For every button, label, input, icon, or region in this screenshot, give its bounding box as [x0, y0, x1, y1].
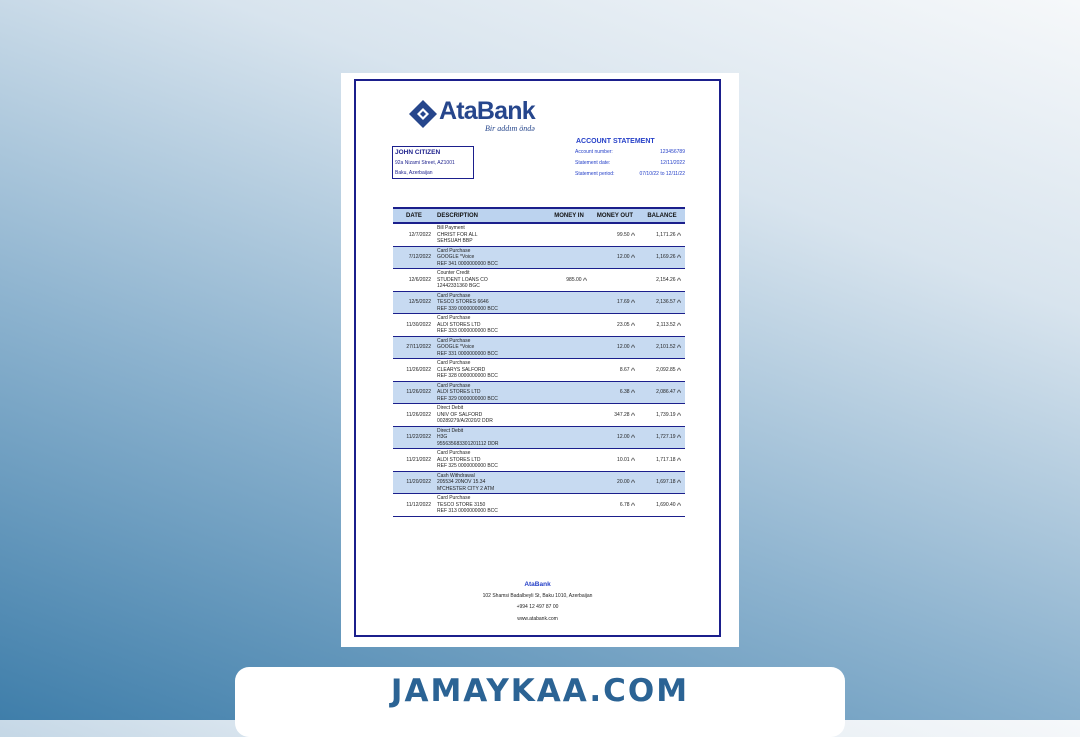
row-desc-payee: GOOGLE *Voice: [437, 344, 475, 350]
row-desc-type: Direct Debit: [437, 427, 464, 434]
table-row: [393, 246, 685, 269]
row-date: 12/7/2022: [393, 223, 435, 246]
row-desc-payee: CHRIST FOR ALL: [437, 231, 478, 238]
row-balance: 1,171.26 ₼: [639, 223, 685, 246]
transactions-body: [393, 223, 685, 516]
customer-address-box: [392, 146, 474, 179]
row-money-in: [547, 336, 591, 359]
table-row: [393, 336, 685, 359]
row-balance: 2,154.26 ₼: [639, 269, 685, 292]
row-desc-type: Card Purchase: [437, 292, 471, 299]
row-balance: 1,690.40 ₼: [639, 494, 685, 517]
row-desc-type: Card Purchase: [437, 247, 471, 254]
row-balance: 2,136.57 ₼: [639, 291, 685, 314]
row-desc-type: Card Purchase: [437, 315, 471, 321]
row-date: 12/5/2022: [393, 291, 435, 314]
row-desc-payee: CLEARYS SALFORD: [437, 366, 486, 373]
row-desc-ref: M'CHESTER CITY 2 ATM: [437, 485, 495, 492]
row-desc-type: Card Purchase: [437, 360, 471, 366]
row-desc-ref: REF 333 0000000000 BCC: [437, 328, 498, 334]
row-date: 11/20/2022: [393, 471, 435, 494]
row-money-out: 99.50 ₼: [591, 223, 639, 246]
row-desc-payee: STUDENT LOANS CO: [437, 276, 488, 283]
row-description: [435, 404, 547, 427]
statement-date-label: Statement date:: [575, 160, 611, 166]
row-money-out: 6.38 ₼: [591, 381, 639, 404]
row-date: 11/22/2022: [393, 426, 435, 449]
row-money-in: [547, 314, 591, 337]
row-desc-payee: 205534 20NOV 15.34: [437, 479, 486, 485]
row-money-in: [547, 426, 591, 449]
diamond-logo-icon: [408, 99, 438, 129]
row-description: [435, 381, 547, 404]
row-desc-ref: 00289279/A/2020/2 DDR: [437, 418, 493, 424]
footer-website[interactable]: www.atabank.com: [517, 615, 558, 622]
statement-period-value: 07/10/22 to 12/11/22: [639, 171, 685, 177]
table-row: [393, 381, 685, 404]
row-money-in: [547, 359, 591, 382]
row-balance: 1,727.19 ₼: [639, 426, 685, 449]
row-desc-type: Card Purchase: [437, 450, 471, 456]
row-date: 11/26/2022: [393, 381, 435, 404]
row-date: 11/12/2022: [393, 494, 435, 517]
row-balance: 1,697.18 ₼: [639, 471, 685, 494]
statement-footer: [356, 579, 719, 625]
account-statement-block: [575, 138, 685, 180]
row-desc-ref: SEHSUAH BBP: [437, 238, 473, 244]
row-desc-type: Card Purchase: [437, 382, 471, 389]
customer-name: JOHN CITIZEN: [395, 149, 441, 156]
row-desc-payee: TESCO STORE 3150: [437, 501, 486, 508]
row-description: [435, 449, 547, 472]
row-money-out: 12.00 ₼: [591, 336, 639, 359]
row-description: [435, 336, 547, 359]
row-desc-payee: GOOGLE *Voice: [437, 254, 475, 260]
row-desc-ref: 955635683301201112 DDR: [437, 440, 499, 447]
row-desc-payee: ALDI STORES LTD: [437, 389, 481, 395]
statement-frame: [354, 79, 721, 637]
bank-tagline: Bir addım öndə: [485, 124, 535, 133]
row-description: [435, 269, 547, 292]
row-description: [435, 426, 547, 449]
row-desc-payee: ALDI STORES LTD: [437, 321, 481, 328]
header-description: DESCRIPTION: [435, 208, 547, 223]
row-description: [435, 223, 547, 246]
row-desc-ref: REF 328 0000000000 BCC: [437, 373, 498, 379]
table-row: [393, 223, 685, 246]
row-money-in: 985.00 ₼: [547, 269, 591, 292]
row-money-out: 12.00 ₼: [591, 426, 639, 449]
row-desc-type: Card Purchase: [437, 337, 471, 344]
row-desc-ref: REF 331 0000000000 BCC: [437, 350, 498, 357]
row-money-in: [547, 291, 591, 314]
row-date: 7/12/2022: [393, 246, 435, 269]
row-money-out: 12.00 ₼: [591, 246, 639, 269]
watermark-banner: [235, 667, 845, 737]
table-row: [393, 314, 685, 337]
row-balance: 2,086.47 ₼: [639, 381, 685, 404]
row-date: 12/6/2022: [393, 269, 435, 292]
row-date: 11/21/2022: [393, 449, 435, 472]
table-row: [393, 471, 685, 494]
row-desc-type: Cash Withdrawal: [437, 472, 475, 479]
row-balance: 2,101.52 ₼: [639, 336, 685, 359]
row-description: [435, 471, 547, 494]
header-date: DATE: [393, 208, 435, 223]
row-money-out: 6.78 ₼: [591, 494, 639, 517]
row-balance: 1,717.18 ₼: [639, 449, 685, 472]
footer-address: 102 Shamsi Badalbeyli St, Baku 1010, Azerbaijan: [482, 592, 593, 599]
row-desc-type: Counter Credit: [437, 270, 470, 276]
statement-period-label: Statement period:: [575, 171, 615, 177]
row-description: [435, 314, 547, 337]
row-desc-ref: REF 325 0000000000 BCC: [437, 463, 498, 469]
row-desc-ref: REF 341 0000000000 BCC: [437, 260, 498, 267]
row-date: 11/30/2022: [393, 314, 435, 337]
row-money-out: 347.28 ₼: [591, 404, 639, 427]
statement-period-row: [575, 169, 685, 180]
footer-phone: +994 12 497 87 00: [516, 604, 559, 610]
row-description: [435, 494, 547, 517]
customer-address-line1: 92a Nizami Street, AZ1001: [395, 160, 455, 166]
row-desc-type: Bill Payment: [437, 225, 465, 231]
row-desc-payee: ALDI STORES LTD: [437, 456, 481, 463]
statement-page: [341, 73, 739, 647]
table-row: [393, 404, 685, 427]
header-money-out: MONEY OUT: [591, 208, 639, 223]
row-desc-type: Card Purchase: [437, 495, 471, 501]
row-description: [435, 359, 547, 382]
row-date: 27/11/2022: [393, 336, 435, 359]
table-header-row: [393, 208, 685, 223]
table-row: [393, 269, 685, 292]
row-desc-payee: UNIV OF SALFORD: [437, 411, 483, 418]
row-money-in: [547, 381, 591, 404]
row-money-out: 20.00 ₼: [591, 471, 639, 494]
transactions-table: [393, 207, 685, 517]
row-balance: 2,092.85 ₼: [639, 359, 685, 382]
statement-date-value: 12/11/2022: [660, 160, 685, 166]
row-money-out: 10.01 ₼: [591, 449, 639, 472]
row-desc-ref: 12442331360 BGC: [437, 283, 480, 289]
statement-date-row: [575, 158, 685, 169]
bank-name: AtaBank: [439, 97, 535, 125]
row-money-in: [547, 471, 591, 494]
account-number-label: Account number:: [575, 149, 613, 155]
header-money-in: MONEY IN: [547, 208, 591, 223]
table-row: [393, 426, 685, 449]
account-number-row: [575, 147, 685, 158]
table-row: [393, 359, 685, 382]
row-desc-payee: TESCO STORES 6646: [437, 299, 489, 305]
row-money-out: 23.05 ₼: [591, 314, 639, 337]
row-date: 11/26/2022: [393, 404, 435, 427]
row-money-in: [547, 246, 591, 269]
row-description: [435, 291, 547, 314]
row-money-in: [547, 494, 591, 517]
footer-brand: AtaBank: [524, 581, 551, 588]
header-balance: BALANCE: [639, 208, 685, 223]
row-money-out: [591, 269, 639, 292]
banner-text[interactable]: JAMAYKAA.COM: [390, 673, 690, 709]
row-desc-ref: REF 313 0000000000 BCC: [437, 508, 498, 514]
row-desc-payee: H3G: [437, 434, 448, 440]
row-money-in: [547, 449, 591, 472]
table-row: [393, 494, 685, 517]
customer-address-line2: Baku, Azerbaijan: [395, 170, 433, 176]
row-money-in: [547, 404, 591, 427]
row-balance: 2,113.52 ₼: [639, 314, 685, 337]
table-row: [393, 291, 685, 314]
row-balance: 1,739.19 ₼: [639, 404, 685, 427]
account-number-value: 123456789: [659, 149, 685, 155]
row-money-out: 17.69 ₼: [591, 291, 639, 314]
row-money-out: 8.67 ₼: [591, 359, 639, 382]
row-desc-ref: REF 329 0000000000 BCC: [437, 395, 498, 402]
row-desc-type: Direct Debit: [437, 405, 464, 411]
row-description: [435, 246, 547, 269]
row-money-in: [547, 223, 591, 246]
row-desc-ref: REF 339 0000000000 BCC: [437, 305, 498, 312]
statement-title: ACCOUNT STATEMENT: [576, 138, 655, 145]
row-balance: 1,169.26 ₼: [639, 246, 685, 269]
row-date: 11/26/2022: [393, 359, 435, 382]
table-row: [393, 449, 685, 472]
